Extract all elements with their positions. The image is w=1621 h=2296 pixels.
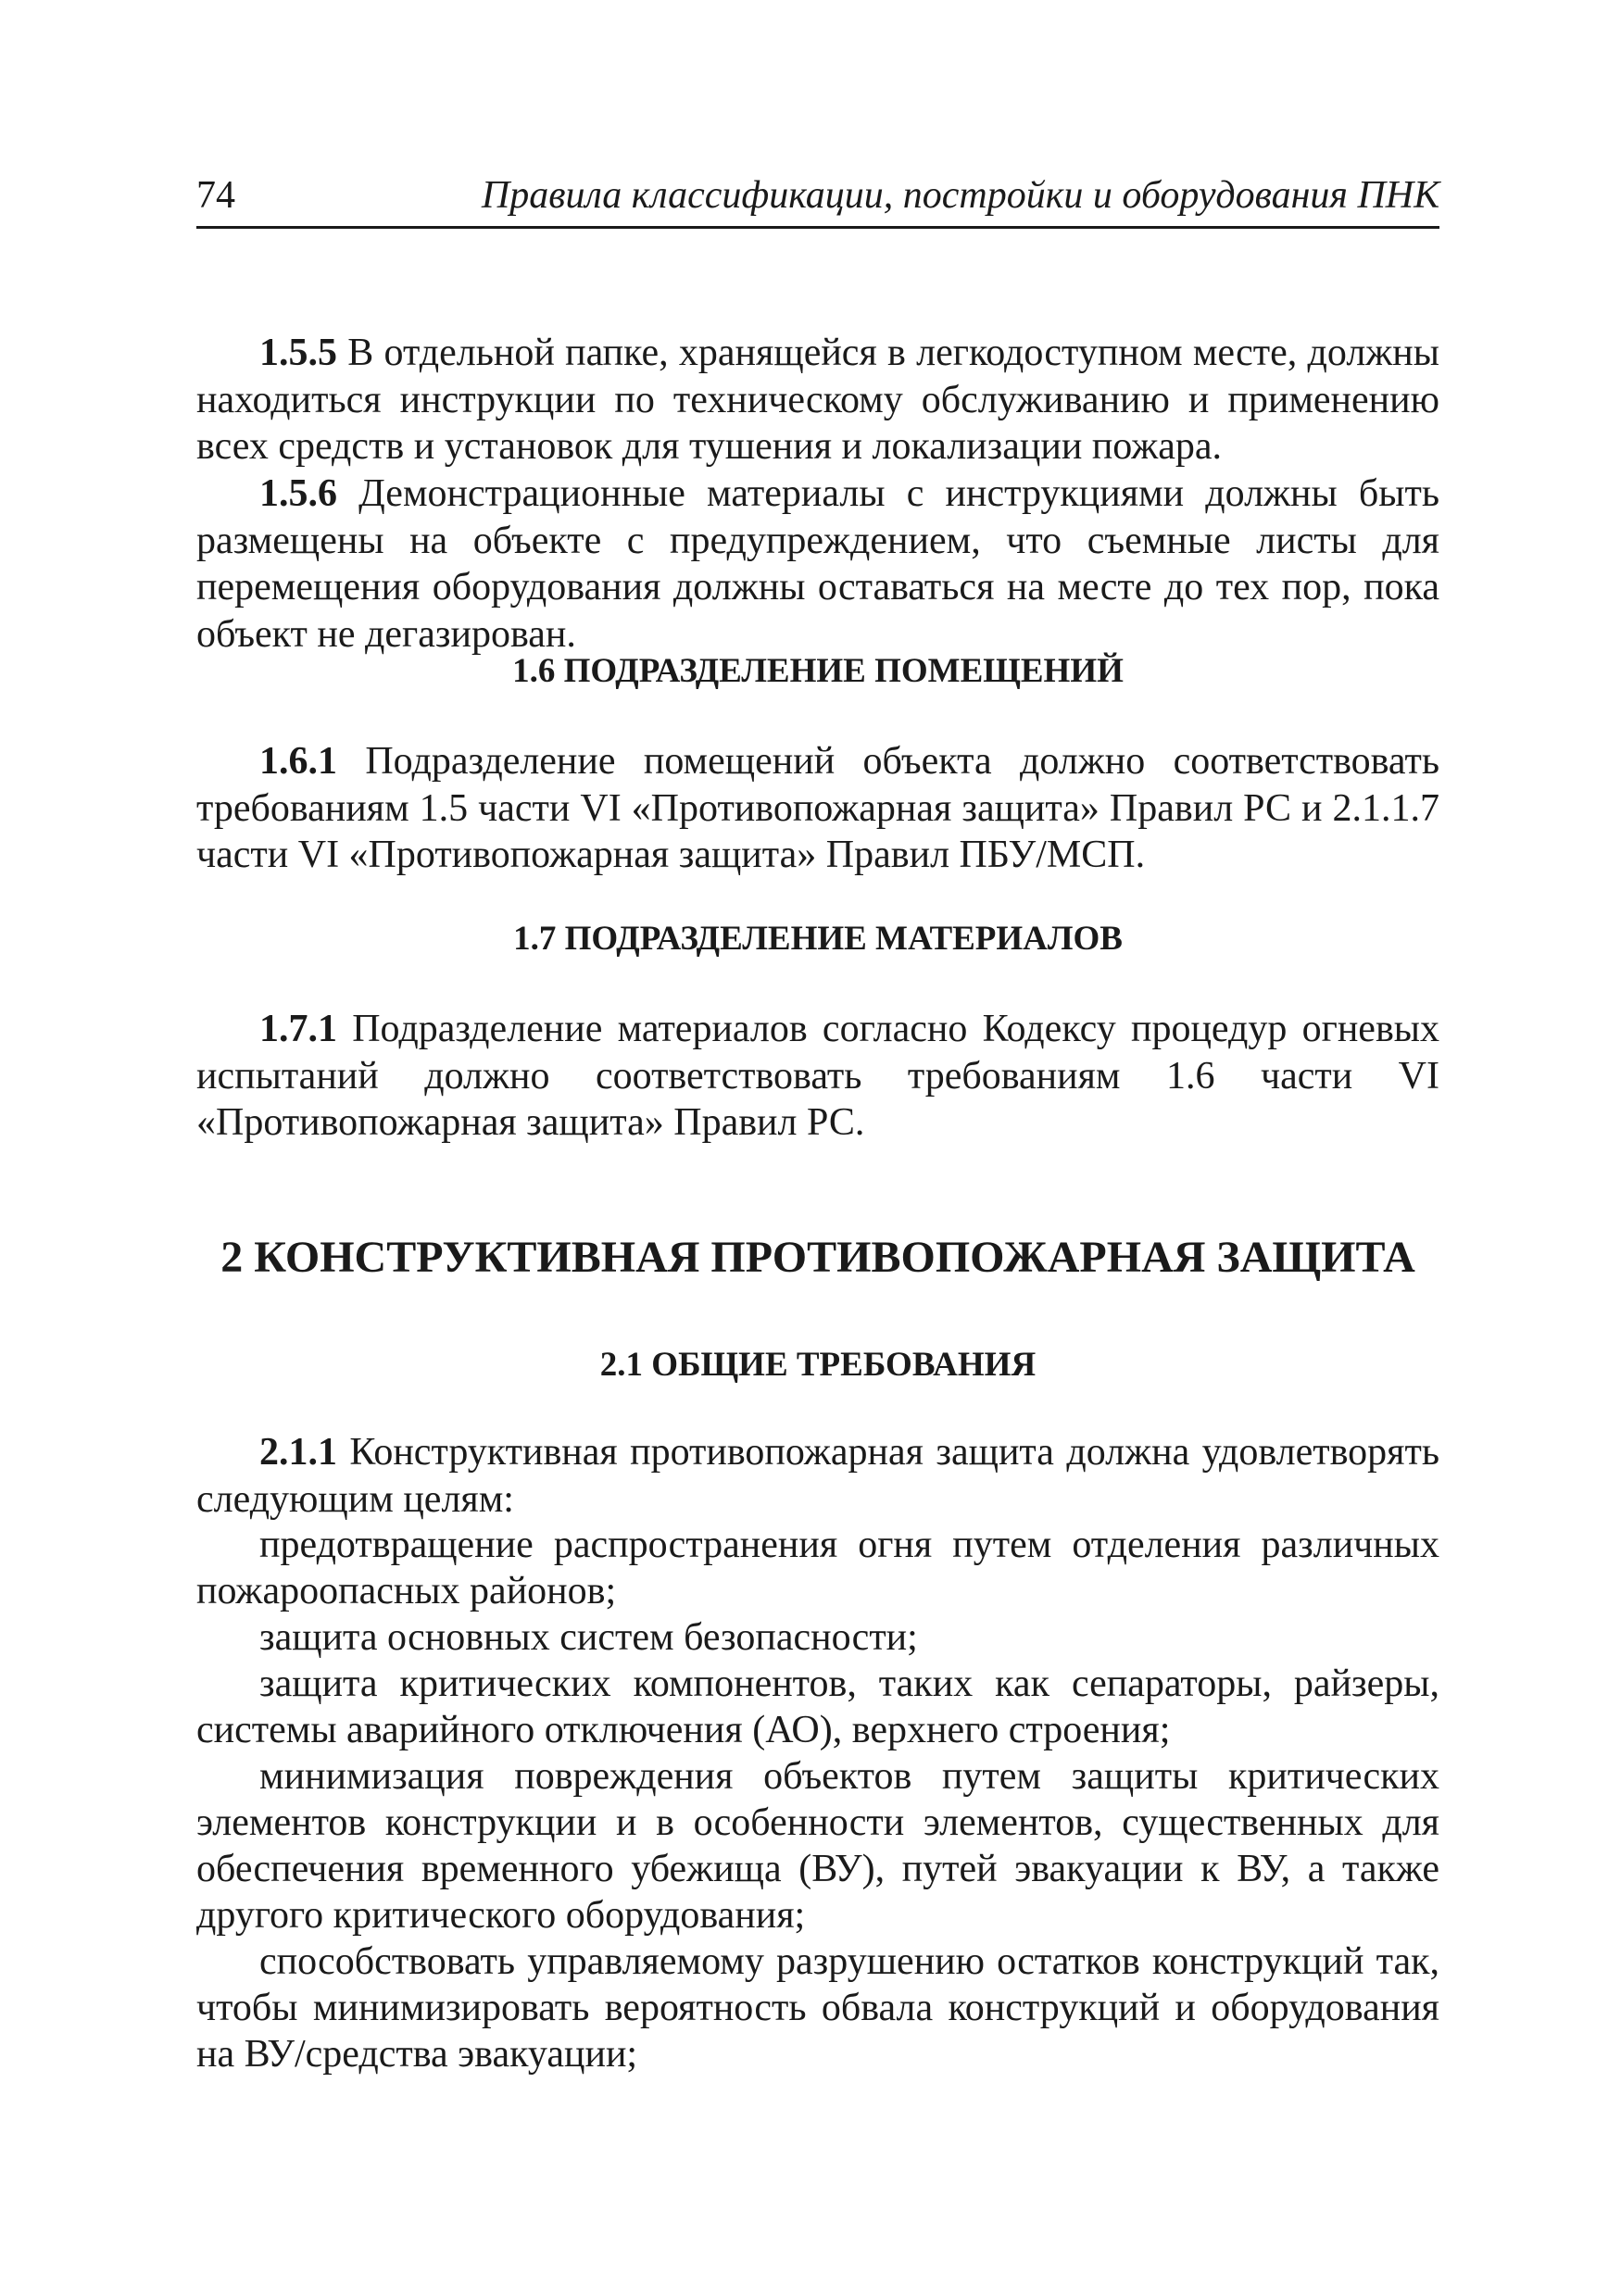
document-page	[196, 0, 1439, 2296]
clause-1-5-5	[196, 330, 1439, 470]
page-number: 74	[196, 174, 235, 217]
running-title: Правила классификации, постройки и оборудования ПНК	[481, 174, 1439, 217]
clause-1-7-1	[196, 1006, 1439, 1147]
clause-2-1-1	[196, 1429, 1439, 1523]
header-divider	[196, 226, 1439, 229]
clause-text: В отдельной папке, хранящейся в легкодоступном месте, должны находиться инструкции по техническому обслуживанию и применению всех средств и установок для тушения и локализации пожара.	[196, 332, 1439, 468]
goal-item: защита основных систем безопасности;	[259, 1616, 918, 1659]
clause-1-5-6	[196, 470, 1439, 658]
goal-item: предотвращение распространения огня путем отделения различных пожароопасных районов;	[196, 1524, 1439, 1612]
goal-item: защита критических компонентов, таких как сепараторы, райзеры, системы аварийного отключения (АО), верхнего строения;	[196, 1662, 1439, 1751]
clause-text: Конструктивная противопожарная защита должна удовлетворять следующим целям:	[196, 1431, 1439, 1521]
clause-number: 1.5.5	[259, 332, 337, 374]
clause-number: 1.7.1	[259, 1008, 337, 1050]
goal-item: минимизация повреждения объектов путем защиты критических элементов конструкции и в особенности элементов, существенных для обеспечения временного убежища (ВУ), путей эвакуации к ВУ, а также другого критического оборудования;	[196, 1755, 1439, 1937]
chapter-heading-2: 2 КОНСТРУКТИВНАЯ ПРОТИВОПОЖАРНАЯ ЗАЩИТА	[220, 1233, 1415, 1282]
clause-number: 2.1.1	[259, 1431, 337, 1474]
running-header	[196, 172, 1439, 219]
section-heading-1-6: 1.6 ПОДРАЗДЕЛЕНИЕ ПОМЕЩЕНИЙ	[512, 652, 1124, 690]
clause-text: Подразделение материалов согласно Кодексу процедур огневых испытаний должно соответствовать требованиям 1.6 части VI «Противопожарная защита» Правил РС.	[196, 1008, 1439, 1144]
clause-number: 1.6.1	[259, 740, 337, 783]
section-heading-2-1: 2.1 ОБЩИЕ ТРЕБОВАНИЯ	[599, 1346, 1037, 1384]
section-heading-1-7: 1.7 ПОДРАЗДЕЛЕНИЕ МАТЕРИАЛОВ	[513, 920, 1123, 958]
goal-item: способствовать управляемому разрушению остатков конструкций так, чтобы минимизировать вероятность обвала конструкций и оборудования на ВУ/средства эвакуации;	[196, 1940, 1439, 2076]
clause-number: 1.5.6	[259, 472, 337, 515]
clause-text: Демонстрационные материалы с инструкциями должны быть размещены на объекте с предупреждением, что съемные листы для перемещения оборудования должны оставаться на месте до тех пор, пока объект не дегазирован.	[196, 472, 1439, 656]
clause-1-6-1	[196, 738, 1439, 879]
clause-text: Подразделение помещений объекта должно соответствовать требованиям 1.5 части VI «Противопожарная защита» Правил РС и 2.1.1.7 части VI «Противопожарная защита» Правил ПБУ/МСП.	[196, 740, 1439, 876]
